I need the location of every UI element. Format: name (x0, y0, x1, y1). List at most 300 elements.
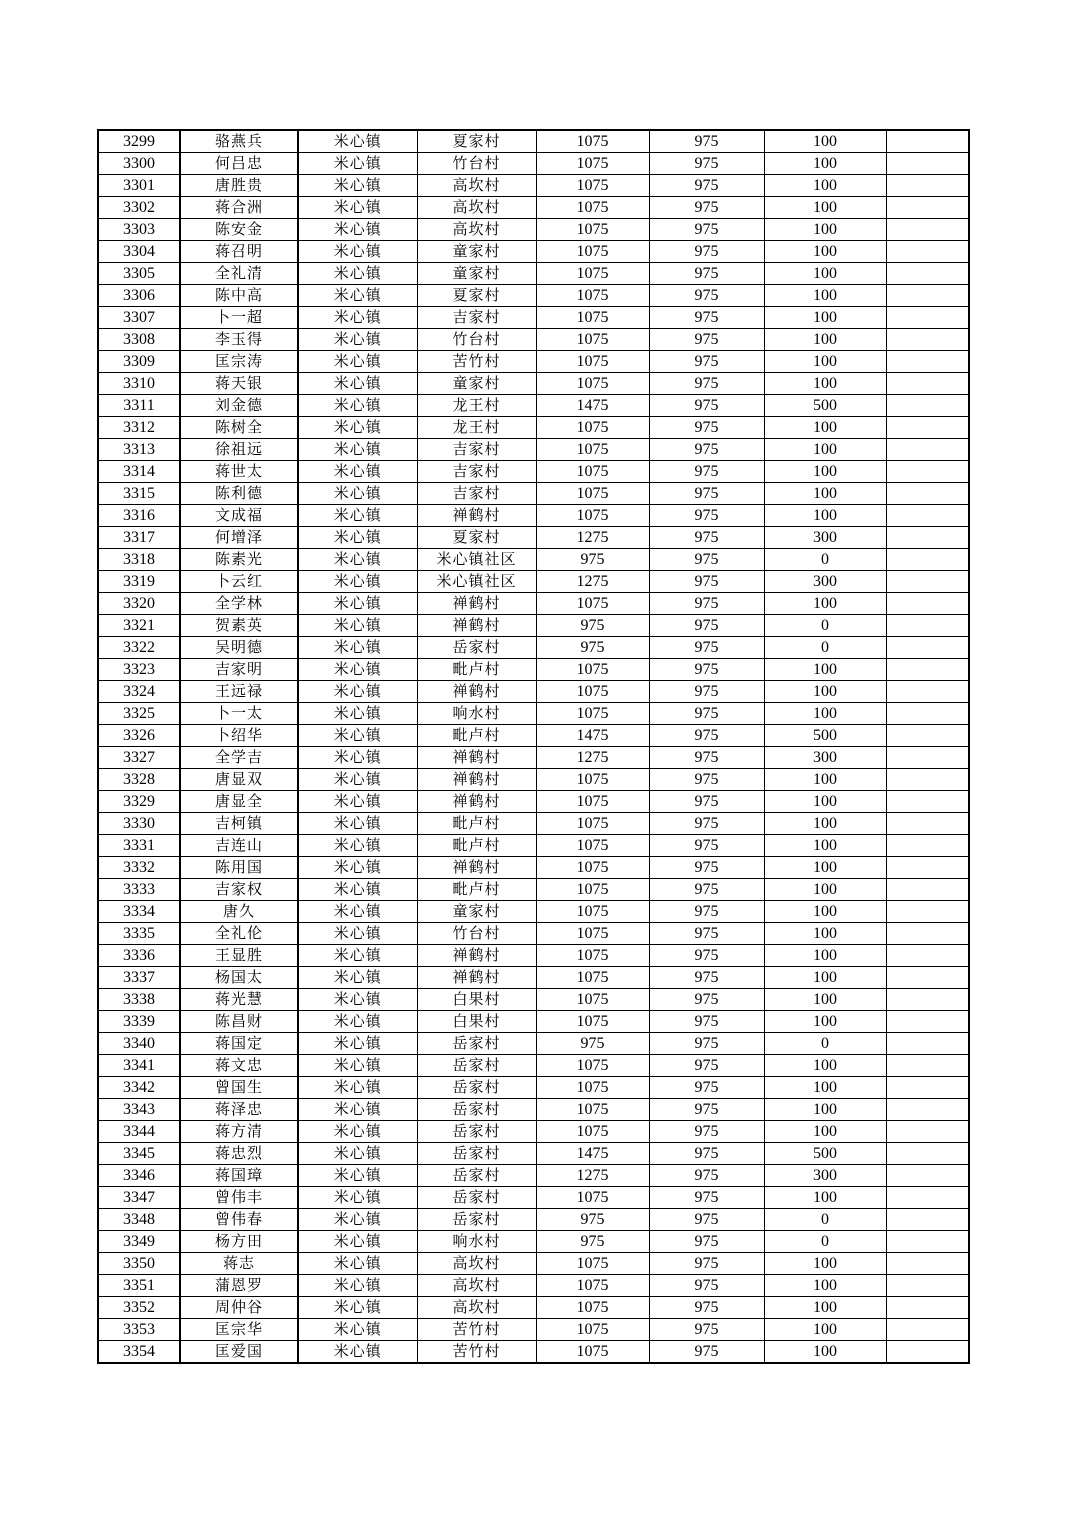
village-cell: 毗卢村 (417, 813, 536, 835)
town-cell: 米心镇 (298, 1165, 417, 1187)
difference-cell: 300 (764, 1165, 886, 1187)
difference-cell: 100 (764, 439, 886, 461)
remarks-cell (886, 879, 969, 901)
town-cell: 米心镇 (298, 571, 417, 593)
amount-b-cell: 975 (649, 1077, 764, 1099)
name-cell: 陈中高 (180, 285, 298, 307)
difference-cell: 100 (764, 417, 886, 439)
difference-cell: 100 (764, 1121, 886, 1143)
amount-a-cell: 1075 (536, 989, 649, 1011)
name-cell: 周仲谷 (180, 1297, 298, 1319)
village-cell: 岳家村 (417, 1121, 536, 1143)
name-cell: 卜云红 (180, 571, 298, 593)
difference-cell: 100 (764, 857, 886, 879)
name-cell: 唐显双 (180, 769, 298, 791)
amount-a-cell: 1075 (536, 1099, 649, 1121)
amount-a-cell: 1075 (536, 659, 649, 681)
town-cell: 米心镇 (298, 703, 417, 725)
table-row (98, 1121, 969, 1143)
remarks-cell (886, 813, 969, 835)
table-row (98, 351, 969, 373)
difference-cell: 100 (764, 483, 886, 505)
table-row (98, 285, 969, 307)
town-cell: 米心镇 (298, 329, 417, 351)
table-row (98, 879, 969, 901)
town-cell: 米心镇 (298, 1275, 417, 1297)
town-cell: 米心镇 (298, 769, 417, 791)
table-row (98, 1055, 969, 1077)
index-cell: 3330 (98, 813, 180, 835)
name-cell: 匡宗涛 (180, 351, 298, 373)
remarks-cell (886, 857, 969, 879)
difference-cell: 100 (764, 901, 886, 923)
table-row (98, 263, 969, 285)
village-cell: 高坎村 (417, 197, 536, 219)
remarks-cell (886, 1253, 969, 1275)
difference-cell: 100 (764, 879, 886, 901)
village-cell: 毗卢村 (417, 725, 536, 747)
amount-b-cell: 975 (649, 1143, 764, 1165)
village-cell: 白果村 (417, 989, 536, 1011)
village-cell: 高坎村 (417, 1297, 536, 1319)
town-cell: 米心镇 (298, 1033, 417, 1055)
amount-b-cell: 975 (649, 483, 764, 505)
amount-a-cell: 1075 (536, 1275, 649, 1297)
index-cell: 3335 (98, 923, 180, 945)
index-cell: 3323 (98, 659, 180, 681)
name-cell: 全学林 (180, 593, 298, 615)
table-row (98, 1033, 969, 1055)
amount-a-cell: 1275 (536, 571, 649, 593)
town-cell: 米心镇 (298, 241, 417, 263)
table-row (98, 1319, 969, 1341)
difference-cell: 100 (764, 1055, 886, 1077)
table-row (98, 637, 969, 659)
table-row (98, 923, 969, 945)
village-cell: 龙王村 (417, 417, 536, 439)
amount-b-cell: 975 (649, 395, 764, 417)
town-cell: 米心镇 (298, 1341, 417, 1364)
difference-cell: 100 (764, 1187, 886, 1209)
difference-cell: 100 (764, 791, 886, 813)
table-row (98, 417, 969, 439)
town-cell: 米心镇 (298, 791, 417, 813)
index-cell: 3318 (98, 549, 180, 571)
town-cell: 米心镇 (298, 637, 417, 659)
name-cell: 陈利德 (180, 483, 298, 505)
village-cell: 岳家村 (417, 1143, 536, 1165)
name-cell: 吉家权 (180, 879, 298, 901)
index-cell: 3307 (98, 307, 180, 329)
table-row (98, 703, 969, 725)
remarks-cell (886, 791, 969, 813)
amount-b-cell: 975 (649, 505, 764, 527)
village-cell: 禅鹤村 (417, 857, 536, 879)
difference-cell: 100 (764, 351, 886, 373)
remarks-cell (886, 593, 969, 615)
remarks-cell (886, 747, 969, 769)
amount-a-cell: 1075 (536, 1055, 649, 1077)
table-row (98, 1209, 969, 1231)
name-cell: 蒋国璋 (180, 1165, 298, 1187)
index-cell: 3344 (98, 1121, 180, 1143)
amount-a-cell: 1075 (536, 857, 649, 879)
table-row (98, 967, 969, 989)
difference-cell: 0 (764, 637, 886, 659)
town-cell: 米心镇 (298, 967, 417, 989)
town-cell: 米心镇 (298, 439, 417, 461)
amount-b-cell: 975 (649, 1209, 764, 1231)
remarks-cell (886, 505, 969, 527)
amount-a-cell: 1475 (536, 395, 649, 417)
table-row (98, 725, 969, 747)
amount-b-cell: 975 (649, 725, 764, 747)
village-cell: 苦竹村 (417, 351, 536, 373)
amount-b-cell: 975 (649, 1033, 764, 1055)
remarks-cell (886, 197, 969, 219)
amount-a-cell: 1275 (536, 1165, 649, 1187)
village-cell: 吉家村 (417, 461, 536, 483)
amount-b-cell: 975 (649, 439, 764, 461)
town-cell: 米心镇 (298, 1231, 417, 1253)
village-cell: 吉家村 (417, 439, 536, 461)
difference-cell: 100 (764, 945, 886, 967)
town-cell: 米心镇 (298, 1143, 417, 1165)
town-cell: 米心镇 (298, 593, 417, 615)
village-cell: 龙王村 (417, 395, 536, 417)
difference-cell: 100 (764, 1319, 886, 1341)
town-cell: 米心镇 (298, 1297, 417, 1319)
table-row (98, 1187, 969, 1209)
amount-a-cell: 975 (536, 637, 649, 659)
name-cell: 蒋光慧 (180, 989, 298, 1011)
town-cell: 米心镇 (298, 1187, 417, 1209)
amount-a-cell: 1275 (536, 527, 649, 549)
village-cell: 童家村 (417, 263, 536, 285)
table-row (98, 571, 969, 593)
index-cell: 3301 (98, 175, 180, 197)
remarks-cell (886, 1297, 969, 1319)
table-row (98, 989, 969, 1011)
amount-b-cell: 975 (649, 175, 764, 197)
village-cell: 岳家村 (417, 1033, 536, 1055)
village-cell: 苦竹村 (417, 1319, 536, 1341)
amount-a-cell: 1075 (536, 219, 649, 241)
index-cell: 3346 (98, 1165, 180, 1187)
amount-b-cell: 975 (649, 571, 764, 593)
name-cell: 唐久 (180, 901, 298, 923)
index-cell: 3353 (98, 1319, 180, 1341)
name-cell: 骆燕兵 (180, 130, 298, 153)
town-cell: 米心镇 (298, 505, 417, 527)
village-cell: 岳家村 (417, 637, 536, 659)
village-cell: 禅鹤村 (417, 615, 536, 637)
index-cell: 3306 (98, 285, 180, 307)
amount-b-cell: 975 (649, 307, 764, 329)
amount-b-cell: 975 (649, 813, 764, 835)
difference-cell: 100 (764, 967, 886, 989)
remarks-cell (886, 175, 969, 197)
amount-a-cell: 1075 (536, 923, 649, 945)
difference-cell: 300 (764, 747, 886, 769)
amount-b-cell: 975 (649, 130, 764, 153)
amount-a-cell: 1075 (536, 197, 649, 219)
village-cell: 岳家村 (417, 1187, 536, 1209)
index-cell: 3314 (98, 461, 180, 483)
village-cell: 高坎村 (417, 175, 536, 197)
amount-b-cell: 975 (649, 351, 764, 373)
table-row (98, 241, 969, 263)
amount-a-cell: 1075 (536, 681, 649, 703)
amount-a-cell: 975 (536, 1209, 649, 1231)
index-cell: 3334 (98, 901, 180, 923)
amount-a-cell: 1075 (536, 461, 649, 483)
village-cell: 岳家村 (417, 1055, 536, 1077)
difference-cell: 500 (764, 725, 886, 747)
amount-a-cell: 1075 (536, 329, 649, 351)
index-cell: 3319 (98, 571, 180, 593)
index-cell: 3345 (98, 1143, 180, 1165)
village-cell: 响水村 (417, 703, 536, 725)
remarks-cell (886, 1099, 969, 1121)
table-row (98, 307, 969, 329)
village-cell: 高坎村 (417, 1253, 536, 1275)
amount-b-cell: 975 (649, 681, 764, 703)
remarks-cell (886, 1187, 969, 1209)
town-cell: 米心镇 (298, 307, 417, 329)
remarks-cell (886, 1055, 969, 1077)
name-cell: 唐胜贵 (180, 175, 298, 197)
amount-b-cell: 975 (649, 285, 764, 307)
amount-b-cell: 975 (649, 835, 764, 857)
remarks-cell (886, 153, 969, 175)
name-cell: 蒋方清 (180, 1121, 298, 1143)
amount-a-cell: 1075 (536, 351, 649, 373)
index-cell: 3315 (98, 483, 180, 505)
amount-b-cell: 975 (649, 593, 764, 615)
difference-cell: 100 (764, 285, 886, 307)
town-cell: 米心镇 (298, 835, 417, 857)
remarks-cell (886, 373, 969, 395)
amount-a-cell: 1075 (536, 1011, 649, 1033)
remarks-cell (886, 439, 969, 461)
name-cell: 陈昌财 (180, 1011, 298, 1033)
town-cell: 米心镇 (298, 130, 417, 153)
amount-a-cell: 975 (536, 1231, 649, 1253)
index-cell: 3350 (98, 1253, 180, 1275)
name-cell: 徐祖远 (180, 439, 298, 461)
amount-b-cell: 975 (649, 1099, 764, 1121)
amount-b-cell: 975 (649, 461, 764, 483)
name-cell: 全礼清 (180, 263, 298, 285)
town-cell: 米心镇 (298, 285, 417, 307)
amount-a-cell: 1075 (536, 813, 649, 835)
remarks-cell (886, 527, 969, 549)
index-cell: 3300 (98, 153, 180, 175)
amount-a-cell: 1075 (536, 307, 649, 329)
amount-a-cell: 1075 (536, 439, 649, 461)
village-cell: 岳家村 (417, 1165, 536, 1187)
remarks-cell (886, 835, 969, 857)
amount-b-cell: 975 (649, 1187, 764, 1209)
amount-a-cell: 1075 (536, 835, 649, 857)
village-cell: 岳家村 (417, 1209, 536, 1231)
name-cell: 全学吉 (180, 747, 298, 769)
remarks-cell (886, 219, 969, 241)
difference-cell: 100 (764, 923, 886, 945)
town-cell: 米心镇 (298, 1011, 417, 1033)
difference-cell: 100 (764, 813, 886, 835)
difference-cell: 100 (764, 1077, 886, 1099)
data-table (97, 129, 970, 1364)
amount-a-cell: 1075 (536, 1297, 649, 1319)
table-row (98, 373, 969, 395)
name-cell: 卜绍华 (180, 725, 298, 747)
amount-b-cell: 975 (649, 527, 764, 549)
index-cell: 3347 (98, 1187, 180, 1209)
name-cell: 吉连山 (180, 835, 298, 857)
table-row (98, 813, 969, 835)
table-row (98, 1297, 969, 1319)
difference-cell: 100 (764, 835, 886, 857)
amount-a-cell: 1075 (536, 153, 649, 175)
remarks-cell (886, 1209, 969, 1231)
index-cell: 3352 (98, 1297, 180, 1319)
amount-a-cell: 1075 (536, 505, 649, 527)
town-cell: 米心镇 (298, 747, 417, 769)
remarks-cell (886, 989, 969, 1011)
index-cell: 3327 (98, 747, 180, 769)
amount-b-cell: 975 (649, 1121, 764, 1143)
index-cell: 3348 (98, 1209, 180, 1231)
amount-a-cell: 1075 (536, 1341, 649, 1364)
amount-b-cell: 975 (649, 1231, 764, 1253)
name-cell: 蒋世太 (180, 461, 298, 483)
name-cell: 蒋国定 (180, 1033, 298, 1055)
name-cell: 杨方田 (180, 1231, 298, 1253)
name-cell: 刘金德 (180, 395, 298, 417)
table-row (98, 1165, 969, 1187)
difference-cell: 100 (764, 769, 886, 791)
amount-b-cell: 975 (649, 373, 764, 395)
index-cell: 3308 (98, 329, 180, 351)
index-cell: 3317 (98, 527, 180, 549)
amount-a-cell: 1075 (536, 879, 649, 901)
table-row (98, 197, 969, 219)
amount-b-cell: 975 (649, 549, 764, 571)
town-cell: 米心镇 (298, 417, 417, 439)
table-row (98, 549, 969, 571)
difference-cell: 100 (764, 219, 886, 241)
name-cell: 李玉得 (180, 329, 298, 351)
name-cell: 匡爱国 (180, 1341, 298, 1364)
remarks-cell (886, 307, 969, 329)
amount-b-cell: 975 (649, 857, 764, 879)
remarks-cell (886, 901, 969, 923)
remarks-cell (886, 461, 969, 483)
amount-b-cell: 975 (649, 417, 764, 439)
remarks-cell (886, 1143, 969, 1165)
difference-cell: 100 (764, 703, 886, 725)
name-cell: 吉家明 (180, 659, 298, 681)
town-cell: 米心镇 (298, 901, 417, 923)
remarks-cell (886, 945, 969, 967)
index-cell: 3354 (98, 1341, 180, 1364)
table-row (98, 1275, 969, 1297)
name-cell: 全礼伦 (180, 923, 298, 945)
index-cell: 3329 (98, 791, 180, 813)
amount-b-cell: 975 (649, 1055, 764, 1077)
index-cell: 3321 (98, 615, 180, 637)
name-cell: 陈素光 (180, 549, 298, 571)
amount-a-cell: 975 (536, 615, 649, 637)
difference-cell: 100 (764, 241, 886, 263)
remarks-cell (886, 659, 969, 681)
difference-cell: 0 (764, 615, 886, 637)
village-cell: 毗卢村 (417, 835, 536, 857)
name-cell: 杨国太 (180, 967, 298, 989)
table-row (98, 835, 969, 857)
index-cell: 3303 (98, 219, 180, 241)
table-row (98, 395, 969, 417)
amount-a-cell: 1075 (536, 241, 649, 263)
amount-b-cell: 975 (649, 329, 764, 351)
town-cell: 米心镇 (298, 483, 417, 505)
remarks-cell (886, 1033, 969, 1055)
remarks-cell (886, 1231, 969, 1253)
index-cell: 3316 (98, 505, 180, 527)
name-cell: 陈用国 (180, 857, 298, 879)
difference-cell: 0 (764, 1209, 886, 1231)
index-cell: 3320 (98, 593, 180, 615)
amount-b-cell: 975 (649, 901, 764, 923)
table-row (98, 505, 969, 527)
difference-cell: 100 (764, 1275, 886, 1297)
table-row (98, 153, 969, 175)
index-cell: 3349 (98, 1231, 180, 1253)
amount-a-cell: 1075 (536, 1187, 649, 1209)
difference-cell: 100 (764, 1297, 886, 1319)
village-cell: 夏家村 (417, 130, 536, 153)
index-cell: 3343 (98, 1099, 180, 1121)
index-cell: 3336 (98, 945, 180, 967)
town-cell: 米心镇 (298, 197, 417, 219)
amount-b-cell: 975 (649, 1341, 764, 1364)
index-cell: 3322 (98, 637, 180, 659)
remarks-cell (886, 571, 969, 593)
village-cell: 禅鹤村 (417, 967, 536, 989)
remarks-cell (886, 263, 969, 285)
amount-b-cell: 975 (649, 637, 764, 659)
amount-b-cell: 975 (649, 923, 764, 945)
village-cell: 童家村 (417, 241, 536, 263)
amount-a-cell: 1075 (536, 945, 649, 967)
town-cell: 米心镇 (298, 725, 417, 747)
table-row (98, 1231, 969, 1253)
difference-cell: 100 (764, 1253, 886, 1275)
village-cell: 白果村 (417, 1011, 536, 1033)
difference-cell: 100 (764, 307, 886, 329)
remarks-cell (886, 769, 969, 791)
remarks-cell (886, 725, 969, 747)
name-cell: 蒲恩罗 (180, 1275, 298, 1297)
difference-cell: 100 (764, 461, 886, 483)
village-cell: 禅鹤村 (417, 945, 536, 967)
remarks-cell (886, 923, 969, 945)
town-cell: 米心镇 (298, 659, 417, 681)
village-cell: 童家村 (417, 901, 536, 923)
name-cell: 王远禄 (180, 681, 298, 703)
